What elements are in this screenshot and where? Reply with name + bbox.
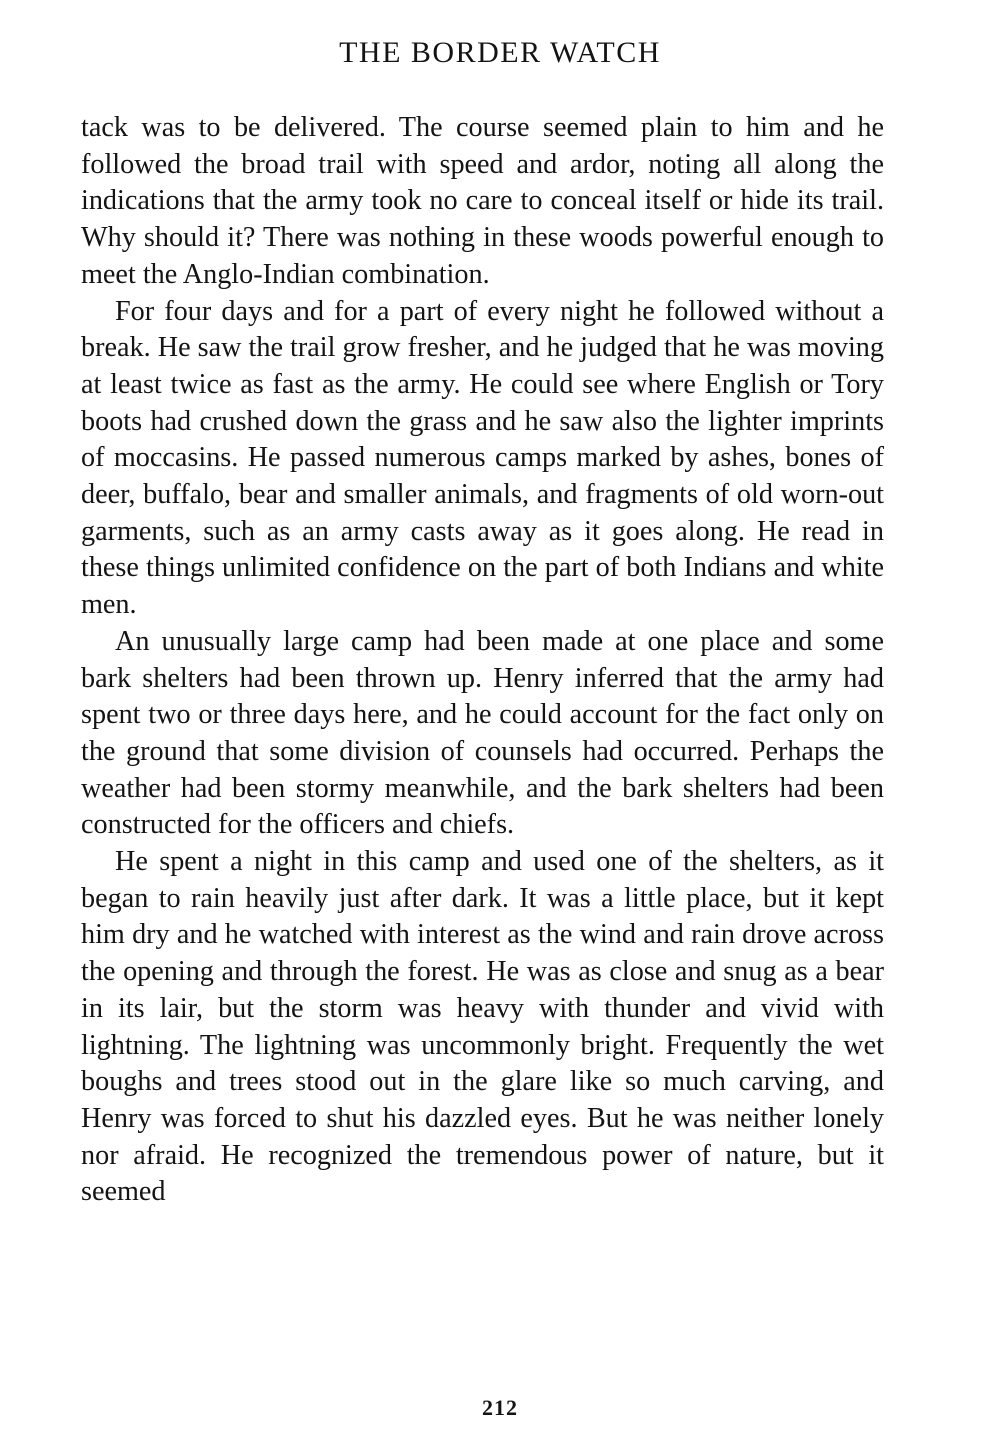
paragraph-4: He spent a night in this camp and used one of the shelters, as it began to rain heavily just after dark. It was a little place, but it kept him dry and he watched with interest as the wind and rain drove across the opening and through the forest. He was as close and snug as a bear in its lair, but the storm was heavy with thunder and vivid with lightning. The lightning was uncommonly bright. Frequently the wet boughs and trees stood out in the glare like so much carving, and Henry was forced to shut his dazzled eyes. But he was neither lonely nor afraid. He recognized the tremendous power of nature, but it seemed	[81, 846, 884, 1208]
paragraph-2: For four days and for a part of every night he followed without a break. He saw the trail grow fresher, and he judged that he was moving at least twice as fast as the army. He could see where English or Tory boots had crushed down the grass and he saw also the lighter imprints of moccasins. He passed numerous camps marked by ashes, bones of deer, buffalo, bear and smaller animals, and fragments of old worn-out garments, such as an army casts away as it goes along. He read in these things unlimited confidence on the part of both Indians and white men.	[81, 295, 884, 621]
body-text	[81, 110, 884, 1211]
page-number: 212	[482, 1395, 518, 1420]
paragraph-3: An unusually large camp had been made at one place and some bark shelters had been thrown up. Henry inferred that the army had spent two or three days here, and he could account for the fact only on the ground that some division of counsels had occurred. Perhaps the weather had been stormy meanwhile, and the bark shelters had been constructed for the officers and chiefs.	[81, 625, 884, 841]
paragraph-1: tack was to be delivered. The course seemed plain to him and he followed the broad trail with speed and ardor, noting all along the indications that the army took no care to conceal itself or hide its trail. Why should it? There was nothing in these woods powerful enough to meet the Anglo-Indian combination.	[81, 112, 884, 290]
running-head: THE BORDER WATCH	[339, 36, 661, 69]
